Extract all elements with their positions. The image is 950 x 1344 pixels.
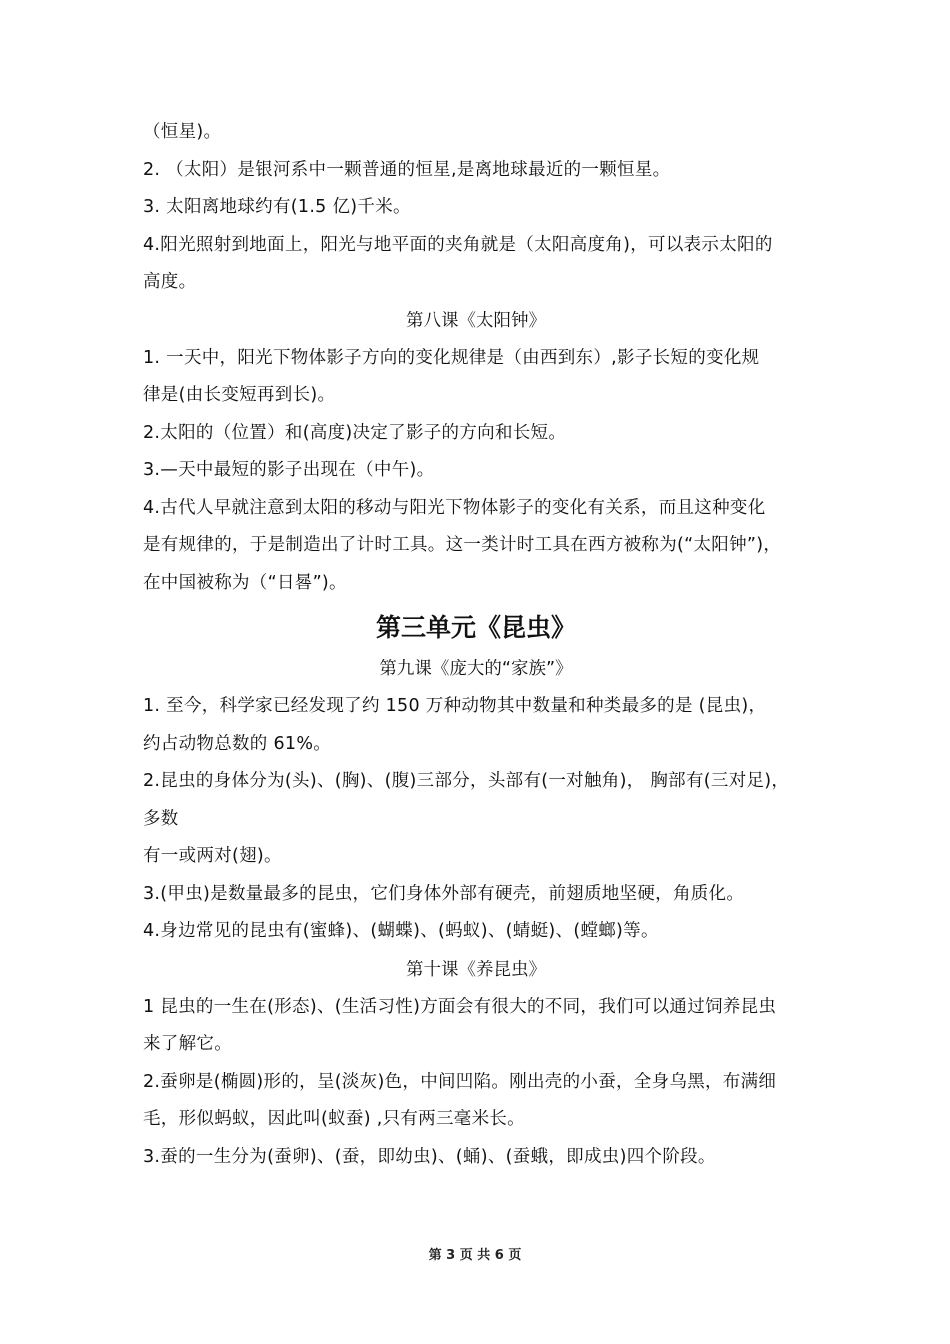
paragraph-line: 3.—天中最短的影子出现在（中午)。 [143,460,435,480]
lesson-title: 第八课《太阳钟》 [406,310,546,331]
paragraph-line: 1. 至今，科学家已经发现了约 150 万种动物其中数量和种类最多的是 (昆虫)， [143,696,767,716]
paragraph-line: 1. 一天中，阳光下物体影子方向的变化规律是（由西到东）,影子长短的变化规 [143,347,760,368]
paragraph-line: 多数 [143,808,179,829]
paragraph-line: 约占动物总数的 61%。 [143,733,332,754]
paragraph-line: 4.身边常见的昆虫有(蜜蜂)、(蝴蝶)、(蚂蚁)、(蜻蜓)、(螳螂)等。 [143,921,659,941]
paragraph-line: 毛，形似蚂蚁，因此叫(蚁蚕) ,只有两三毫米长。 [143,1109,525,1129]
paragraph-line: 律是(由长变短再到长)。 [143,385,336,405]
page-number-footer: 第 3 页 共 6 页 [428,1248,522,1263]
paragraph-line: 4.阳光照射到地面上，阳光与地平面的夹角就是（太阳高度角)，可以表示太阳的 [143,234,773,255]
paragraph-line: （恒星)。 [143,122,222,142]
paragraph-line: 3.蚕的一生分为(蚕卵)、(蚕，即幼虫)、(蛹)、(蚕蛾，即成虫)四个阶段。 [143,1146,716,1167]
paragraph-line: 在中国被称为（“日晷”)。 [143,572,347,593]
paragraph-line: 4.古代人早就注意到太阳的移动与阳光下物体影子的变化有关系，而且这种变化 [143,497,766,518]
lesson-8-section [143,302,809,603]
paragraph-line: 2.太阳的（位置）和(高度)决定了影子的方向和长短。 [143,422,567,443]
paragraph-line: 2. （太阳）是银河系中一颗普通的恒星,是离地球最近的一颗恒星。 [143,159,671,180]
lesson-title: 第九课《庞大的“家族”》 [379,659,573,679]
paragraph-line: 2.昆虫的身体分为(头)、(胸)、(腹)三部分，头部有(一对触角)， 胸部有(三对足)， [143,771,790,791]
paragraph-line: 3. 太阳离地球约有(1.5 亿)千米。 [143,197,411,217]
paragraph-line: 是有规律的，于是制造出了计时工具。这一类计时工具在西方被称为(“太阳钟”)， [143,535,782,555]
lesson-title: 第十课《养昆虫》 [406,959,546,980]
paragraph-line: 高度。 [143,272,197,292]
paragraph-line: 3.(甲虫)是数量最多的昆虫，它们身体外部有硬壳，前翅质地坚硬，角质化。 [143,883,745,904]
paragraph-line: 有一或两对(翅)。 [143,846,282,866]
unit-title: 第三单元《昆虫》 [375,613,576,642]
paragraph-line: 2.蚕卵是(椭圆)形的，呈(淡灰)色，中间凹陷。刚出壳的小蚕，全身乌黑，布满细 [143,1071,777,1092]
paragraph-line: 来了解它。 [143,1034,232,1054]
section-continued [143,114,809,302]
page-content [143,114,809,1176]
lesson-9-section [143,650,809,951]
lesson-10-section [143,951,809,1177]
paragraph-line: 1 昆虫的一生在(形态)、(生活习性)方面会有很大的不同，我们可以通过饲养昆虫 [143,996,777,1017]
